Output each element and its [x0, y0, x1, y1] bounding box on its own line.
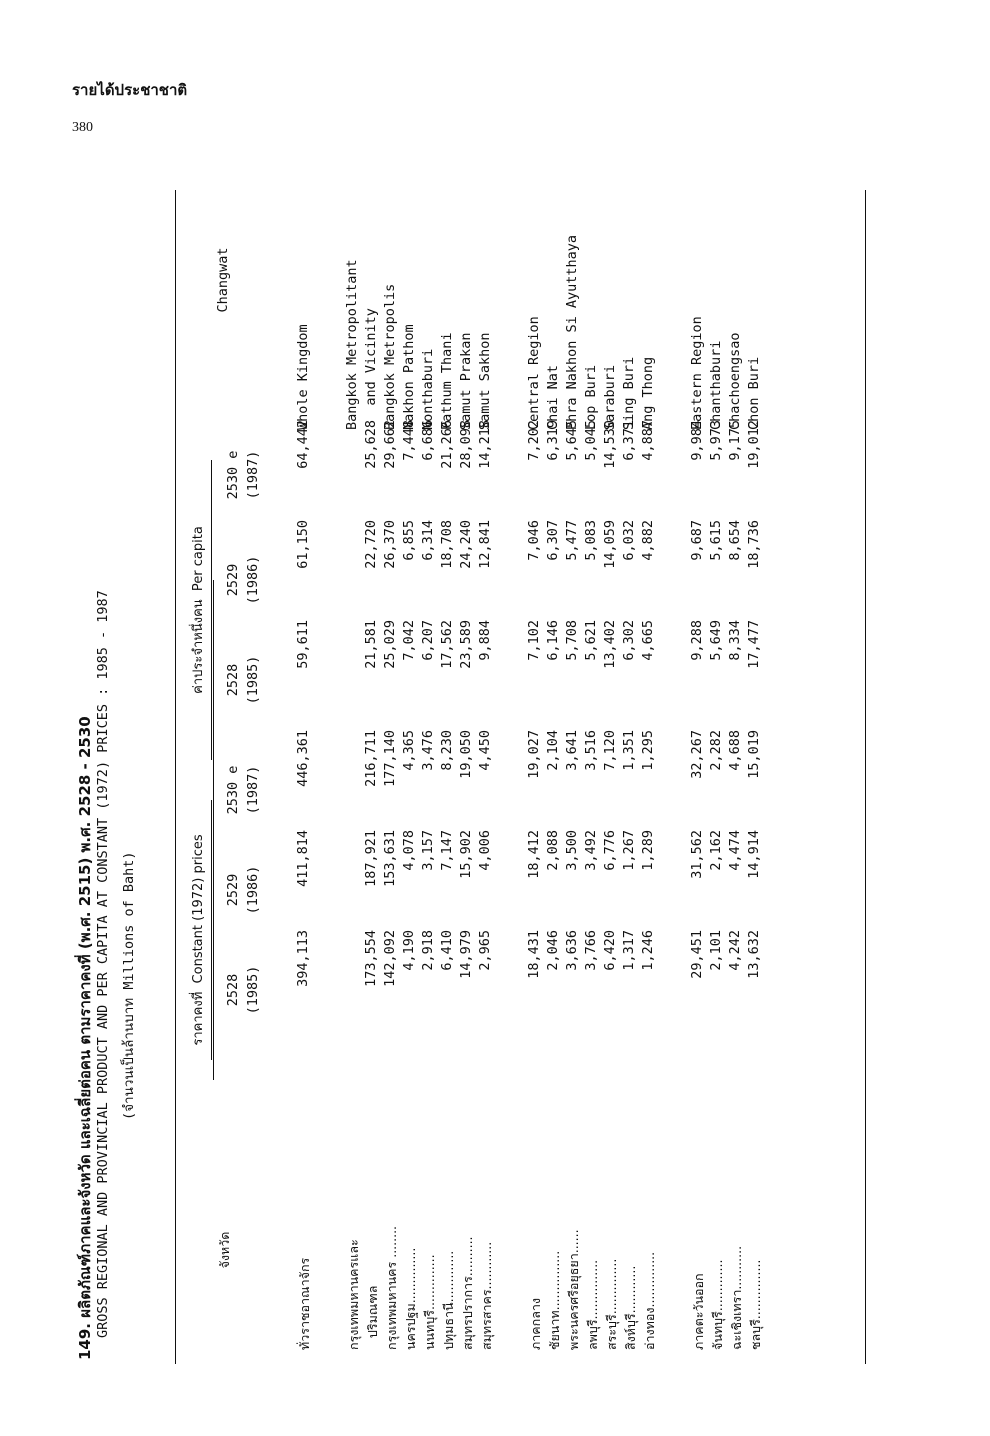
row-label-eng: Chai Nat — [545, 364, 561, 430]
year-header: 2529 — [225, 563, 241, 597]
table-cell: 13,632 — [746, 930, 762, 979]
table-cell: 64,442 — [295, 420, 311, 469]
table-cell: 5,615 — [708, 520, 724, 561]
year-header-ce: (1986) — [245, 865, 261, 915]
row-label-thai: ทั่วราชอาณาจักร — [297, 1257, 312, 1350]
header-per-capita: ค่าประจำหนึ่งคน Per capita — [191, 526, 206, 694]
table-cell: 25,029 — [382, 620, 398, 669]
table-cell: 59,611 — [295, 620, 311, 669]
row-label-thai: สมุทรสาคร............ — [479, 1241, 494, 1350]
table-unit: (จำนวนเป็นล้านบาท Millions of Baht) — [121, 851, 137, 1120]
table-cell: 4,688 — [727, 730, 743, 771]
header-changwat-eng: Changwat — [215, 247, 231, 313]
table-cell: 6,314 — [420, 520, 436, 561]
table-cell: 17,477 — [746, 620, 762, 669]
table-cell: 7,147 — [439, 830, 455, 871]
table-cell: 1,289 — [640, 830, 656, 871]
table-cell: 187,921 — [363, 830, 379, 887]
table-cell: 4,078 — [401, 830, 417, 871]
table-cell: 411,814 — [295, 830, 311, 887]
table-cell: 142,092 — [382, 930, 398, 987]
table-cell: 6,686 — [420, 420, 436, 461]
table-number: 149. — [76, 1322, 94, 1360]
table-cell: 14,530 — [602, 420, 618, 469]
table-cell: 21,266 — [439, 420, 455, 469]
table-cell: 4,242 — [727, 930, 743, 971]
table-cell: 1,351 — [621, 730, 637, 771]
row-label-eng: Chon Buri — [746, 356, 762, 430]
row-label-eng: Sing Buri — [621, 356, 637, 430]
row-label-eng: Lop Buri — [583, 364, 599, 430]
table-cell: 5,083 — [583, 520, 599, 561]
table-cell: 9,175 — [727, 420, 743, 461]
row-label-thai: ปริมณฑล — [365, 1285, 380, 1350]
table-cell: 28,098 — [458, 420, 474, 469]
table-cell: 6,307 — [545, 520, 561, 561]
table-title-english: GROSS REGIONAL AND PROVINCIAL PRODUCT AND PER CAPITA AT CONSTANT (1972) PRICES : 1985 - 1987 — [95, 590, 111, 1338]
table-cell: 4,474 — [727, 830, 743, 871]
table-cell: 6,319 — [545, 420, 561, 461]
table-cell: 4,450 — [477, 730, 493, 771]
table-title-thai — [73, 716, 97, 1360]
row-label-thai: จันทบุรี............. — [710, 1259, 725, 1350]
table-cell: 14,979 — [458, 930, 474, 979]
page-header — [72, 78, 187, 136]
table-cell: 18,708 — [439, 520, 455, 569]
table-cell: 5,708 — [564, 620, 580, 661]
row-label-eng: Samut Prakan — [458, 332, 474, 430]
table-cell: 5,621 — [583, 620, 599, 661]
table-cell: 9,884 — [477, 620, 493, 661]
table-cell: 21,581 — [363, 620, 379, 669]
row-label-thai: พระนครศรีอยุธยา...... — [566, 1229, 581, 1350]
table-cell: 24,240 — [458, 520, 474, 569]
table-cell: 18,736 — [746, 520, 762, 569]
table-cell: 8,334 — [727, 620, 743, 661]
table-cell: 173,554 — [363, 930, 379, 987]
row-label-thai: ภาคตะวันออก — [691, 1273, 706, 1350]
year-header: 2530 e — [225, 765, 241, 815]
row-label-eng: Chachoengsao — [727, 332, 743, 430]
table-cell: 3,766 — [583, 930, 599, 971]
table-cell: 2,918 — [420, 930, 436, 971]
table-cell: 4,882 — [640, 520, 656, 561]
row-label-eng: Chanthaburi — [708, 340, 724, 430]
table-cell: 19,050 — [458, 730, 474, 779]
table-cell: 29,451 — [689, 930, 705, 979]
constant-subrule — [211, 800, 212, 1060]
row-label-eng: Bangkok Metropolitant — [344, 259, 360, 430]
table-cell: 3,641 — [564, 730, 580, 771]
title-thai-text: ผลิตภัณฑ์ภาคและจังหวัด และเฉลี่ยต่อคน ตามราคาคงที่ (พ.ศ. 2515) พ.ศ. 2528 - 2530 — [76, 716, 94, 1318]
table-cell: 2,088 — [545, 830, 561, 871]
percapita-subrule — [211, 460, 212, 760]
row-label-thai: ภาคกลาง — [528, 1298, 543, 1350]
table-cell: 7,202 — [526, 420, 542, 461]
table-cell: 4,006 — [477, 830, 493, 871]
table-cell: 2,282 — [708, 730, 724, 771]
row-label-thai: กรุงเทพมหานคร ........ — [384, 1225, 399, 1350]
row-label-thai: อ่างทอง.............. — [642, 1251, 657, 1350]
table-cell: 2,046 — [545, 930, 561, 971]
table-cell: 9,984 — [689, 420, 705, 461]
table-cell: 177,140 — [382, 730, 398, 787]
table-cell: 3,636 — [564, 930, 580, 971]
table-cell: 394,113 — [295, 930, 311, 987]
table-cell: 19,012 — [746, 420, 762, 469]
table-cell: 32,267 — [689, 730, 705, 779]
group-rule-constant — [213, 580, 214, 1080]
table-cell: 6,855 — [401, 520, 417, 561]
table-cell: 18,412 — [526, 830, 542, 879]
table-cell: 8,654 — [727, 520, 743, 561]
year-header-ce: (1987) — [245, 450, 261, 500]
table-cell: 6,302 — [621, 620, 637, 661]
table-cell: 17,562 — [439, 620, 455, 669]
row-label-eng: Saraburi — [602, 364, 618, 430]
row-label-eng: Ang Thong — [640, 356, 656, 430]
table-cell: 26,370 — [382, 520, 398, 569]
table-cell: 5,645 — [564, 420, 580, 461]
table-cell: 12,841 — [477, 520, 493, 569]
table-cell: 13,402 — [602, 620, 618, 669]
row-label-thai: ชลบุรี............... — [748, 1259, 763, 1350]
year-header-ce: (1985) — [245, 965, 261, 1015]
row-label-thai: ปทุมธานี............. — [441, 1250, 456, 1350]
table-top-rule — [175, 190, 176, 1364]
table-cell: 1,246 — [640, 930, 656, 971]
table-cell: 14,059 — [602, 520, 618, 569]
row-label-thai: นครปฐม.............. — [403, 1247, 418, 1350]
table-cell: 61,150 — [295, 520, 311, 569]
table-cell: 6,776 — [602, 830, 618, 871]
table-cell: 22,720 — [363, 520, 379, 569]
row-label-thai: สิงห์บุรี............ — [623, 1265, 638, 1350]
table-cell: 7,102 — [526, 620, 542, 661]
year-header-ce: (1986) — [245, 555, 261, 605]
table-bottom-rule — [865, 190, 866, 1364]
table-cell: 3,492 — [583, 830, 599, 871]
row-label-eng: Pathum Thani — [439, 332, 455, 430]
table-cell: 6,032 — [621, 520, 637, 561]
rotated-table — [65, 180, 935, 1380]
table-cell: 153,631 — [382, 830, 398, 887]
row-label-eng: Central Region — [526, 316, 542, 430]
row-label-eng: Bangkok Metropolis — [382, 283, 398, 430]
table-cell: 4,665 — [640, 620, 656, 661]
table-cell: 2,101 — [708, 930, 724, 971]
row-label-thai: ชัยนาท............... — [547, 1250, 562, 1350]
table-cell: 18,431 — [526, 930, 542, 979]
row-label-eng: Eastern Region — [689, 316, 705, 430]
table-cell: 2,104 — [545, 730, 561, 771]
year-header: 2528 — [225, 663, 241, 697]
table-cell: 446,361 — [295, 730, 311, 787]
row-label-eng: Nakhon Pathom — [401, 324, 417, 430]
table-cell: 15,019 — [746, 730, 762, 779]
year-header-ce: (1987) — [245, 765, 261, 815]
table-cell: 14,914 — [746, 830, 762, 879]
table-cell: 3,476 — [420, 730, 436, 771]
row-label-thai: ลพบุรี............... — [585, 1259, 600, 1350]
table-cell: 5,649 — [708, 620, 724, 661]
table-cell: 15,902 — [458, 830, 474, 879]
year-header-ce: (1985) — [245, 655, 261, 705]
header-constant-prices: ราคาคงที่ Constant (1972) prices — [191, 834, 206, 1046]
table-cell: 6,371 — [621, 420, 637, 461]
table-cell: 8,230 — [439, 730, 455, 771]
row-label-thai: กรุงเทพมหานครและ — [346, 1239, 361, 1350]
row-label-eng: Phra Nakhon Si Ayutthaya — [564, 234, 580, 430]
running-header: รายได้ประชาชาติ — [72, 83, 188, 99]
table-cell: 14,218 — [477, 420, 493, 469]
table-cell: 5,477 — [564, 520, 580, 561]
row-label-eng: Nonthaburi — [420, 348, 436, 430]
table-cell: 6,146 — [545, 620, 561, 661]
header-changwat-thai: จังหวัด — [217, 1231, 232, 1269]
table-cell: 4,190 — [401, 930, 417, 971]
table-cell: 4,887 — [640, 420, 656, 461]
table-cell: 31,562 — [689, 830, 705, 879]
table-cell: 19,027 — [526, 730, 542, 779]
row-label-thai: สมุทรปราการ.......... — [460, 1236, 475, 1350]
table-cell: 2,965 — [477, 930, 493, 971]
table-cell: 7,042 — [401, 620, 417, 661]
table-cell: 9,687 — [689, 520, 705, 561]
table-cell: 3,500 — [564, 830, 580, 871]
table-cell: 7,120 — [602, 730, 618, 771]
table-cell: 6,420 — [602, 930, 618, 971]
table-cell: 29,662 — [382, 420, 398, 469]
table-cell: 2,162 — [708, 830, 724, 871]
row-label-eng: Whole Kingdom — [295, 324, 311, 430]
table-cell: 6,207 — [420, 620, 436, 661]
table-cell: 4,365 — [401, 730, 417, 771]
table-cell: 25,628 — [363, 420, 379, 469]
table-cell: 6,410 — [439, 930, 455, 971]
row-label-thai: สระบุรี.............. — [604, 1258, 619, 1350]
table-cell: 9,288 — [689, 620, 705, 661]
table-cell: 3,516 — [583, 730, 599, 771]
year-header: 2528 — [225, 973, 241, 1007]
table-cell: 7,448 — [401, 420, 417, 461]
row-label-thai: ฉะเชิงเทรา........... — [729, 1245, 744, 1350]
table-cell: 5,973 — [708, 420, 724, 461]
table-cell: 216,711 — [363, 730, 379, 787]
row-label-eng: and Vicinity — [363, 308, 379, 430]
table-cell: 7,046 — [526, 520, 542, 561]
table-cell: 1,267 — [621, 830, 637, 871]
table-cell: 23,589 — [458, 620, 474, 669]
table-cell: 3,157 — [420, 830, 436, 871]
table-cell: 5,045 — [583, 420, 599, 461]
year-header: 2530 e — [225, 450, 241, 500]
row-label-thai: นนทบุรี.............. — [422, 1254, 437, 1350]
year-header: 2529 — [225, 873, 241, 907]
table-cell: 1,295 — [640, 730, 656, 771]
row-label-eng: Samut Sakhon — [477, 332, 493, 430]
page-number: 380 — [72, 120, 93, 135]
table-cell: 1,317 — [621, 930, 637, 971]
